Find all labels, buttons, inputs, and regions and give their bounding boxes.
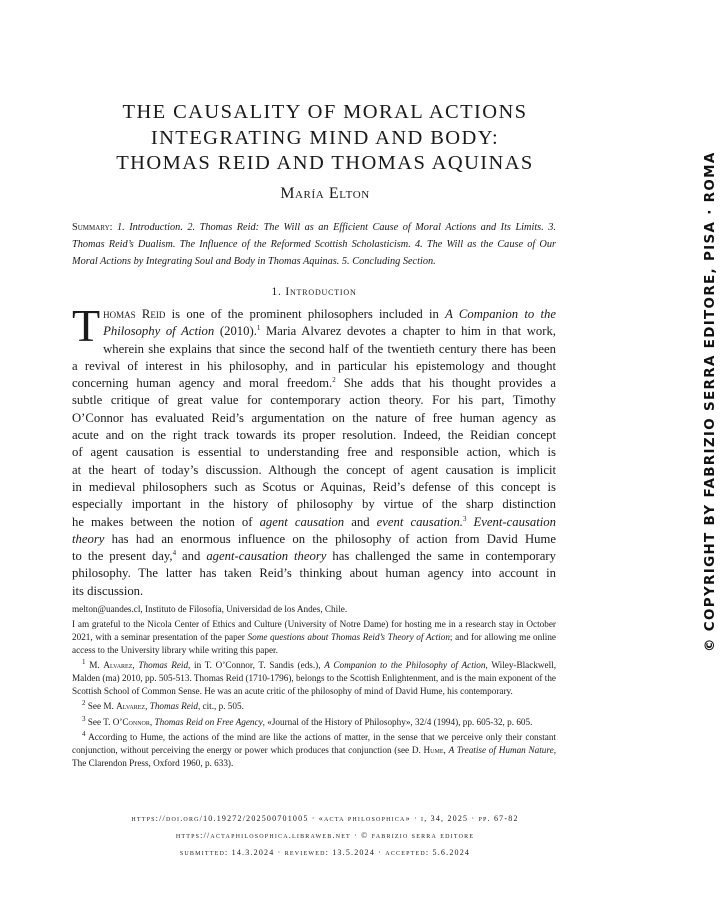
body-line: he makes between the notion of agent causation and event causation.$^3$ Event-causation <box>72 514 556 529</box>
body-line: especially important in the history of philosophy by virtue of the sharp distinction <box>72 497 556 512</box>
drop-cap: T <box>72 300 101 351</box>
title-line-2: INTEGRATING MIND AND BODY: <box>150 126 500 149</box>
body-line: a revival of interest in his philosophy, and in particular his epistemology and thought <box>72 358 556 373</box>
body-line: at the heart of today’s discussion. Although the concept of agent causation is implicit <box>72 462 556 477</box>
article-title <box>60 100 590 177</box>
body-line: to the present day,$^4$ and agent-causation theory has challenged the same in contemporary <box>72 548 556 564</box>
summary-label: Summary: <box>72 222 113 233</box>
body-line: subtle critique of great value for contemporary action theory. For his part, Timothy <box>72 393 556 408</box>
summary <box>72 219 556 270</box>
body-line: acute and on the right track towards its proper resolution. Indeed, the Reidian concept <box>72 428 556 443</box>
title-line-3: THOMAS REID AND THOMAS AQUINAS <box>116 152 534 174</box>
footer-url-line: https://actaphilosophica.libraweb.net · © fabrizio serra editore <box>175 831 475 840</box>
section-heading <box>72 286 556 298</box>
body-line: in medieval philosophers such as Scotus or Aquinas, Reid’s defense of this concept is <box>72 479 556 494</box>
affiliation-note: melton@uandes.cl, Instituto de Filosofía, Universidad de los Andes, Chile. <box>72 604 348 614</box>
footnote-4: $^4$ According to Hume, the actions of the mind are like the actions of matter, in the sense that we perceive only their constant conjunction, without perceiving the energy or power which produces that conjunction (see D. Hume, A Treatise of Human Nature, The Clarendon Press, Oxford 1960, p. 633). <box>72 730 556 768</box>
footer-dates-line: submitted: 14.3.2024 · reviewed: 13.5.2024 · accepted: 5.6.2024 <box>179 848 471 857</box>
body-line: O’Connor has evaluated Reid’s argumentation on the nature of free human agency as <box>72 410 556 425</box>
footnote-2: $^2$ See M. Alvarez, Thomas Reid, cit., p. 505. <box>82 699 244 712</box>
summary-text: 1. Introduction. 2. Thomas Reid: The Will as an Efficient Cause of Moral Actions and Its Limits. 3. Thomas Reid’s Dualism. The Influence of the Reformed Scottish Scholasticism. 4. The Will as the Cause of Our Moral Actions by Integrating Soul and Body in Thomas Aquinas. 5. Concluding Section. <box>72 222 556 267</box>
footer-doi-line: https://doi.org/10.19272/202500701005 · «acta philosophica» · i, 34, 2025 · pp. 67-82 <box>131 814 519 823</box>
body-line: philosophy. The latter has taken Reid’s thinking about human agency into account in <box>72 566 556 581</box>
footnote-3: $^3$ See T. O’Connor, Thomas Reid on Free Agency, «Journal of the History of Philosophy», 32/4 (1994), pp. 605-32, p. 605. <box>82 714 533 727</box>
body-line: wherein she explains that since the second half of the twentieth century there has been <box>103 341 556 356</box>
body-text <box>72 300 556 600</box>
body-line: Philosophy of Action (2010).$^1$ Maria Alvarez devotes a chapter to him in that work, <box>103 324 556 339</box>
section-heading-text: 1. Introduction <box>271 286 357 298</box>
body-line: theory has had an enormous influence on the philosophy of action from David Hume <box>72 531 556 546</box>
body-line: concerning human agency and moral freedom.$^2$ She adds that his thought provides a <box>72 375 556 391</box>
author-name <box>60 185 590 203</box>
title-line-1: THE CAUSALITY OF MORAL ACTIONS <box>122 101 528 123</box>
body-line: its discussion. <box>72 583 144 598</box>
author-name-text: María Elton <box>280 185 370 202</box>
copyright-notice: © COPYRIGHT BY FABRIZIO SERRA EDITORE, PISA · ROMA <box>702 151 718 652</box>
body-line: of agent causation is essential to understanding free and responsible action, which is <box>72 445 556 460</box>
footnotes <box>72 603 556 772</box>
body-line: homas Reid is one of the prominent philosophers included in A Companion to the <box>103 307 556 321</box>
footnote-1: $^1$ M. Alvarez, Thomas Reid, in T. O’Connor, T. Sandis (eds.), A Companion to the Philosophy of Action, Wiley-Blackwell, Malden (ma) 2010, pp. 505-513. Thomas Reid (1710-1796), belongs to the Scottish Enlightenment, and is the main exponent of the Scottish School of Common Sense. He was an acute critic of the philosophy of mind of David Hume, his contemporary. <box>72 658 557 696</box>
acknowledgment-note: I am grateful to the Nicola Center of Ethics and Culture (University of Notre Dame) for hosting me in a research stay in October 2021, with a seminar presentation of the paper Some questions about Thomas Reid’s Theory of Action; and for allowing me online access to the University library while writing this paper. <box>72 619 557 655</box>
